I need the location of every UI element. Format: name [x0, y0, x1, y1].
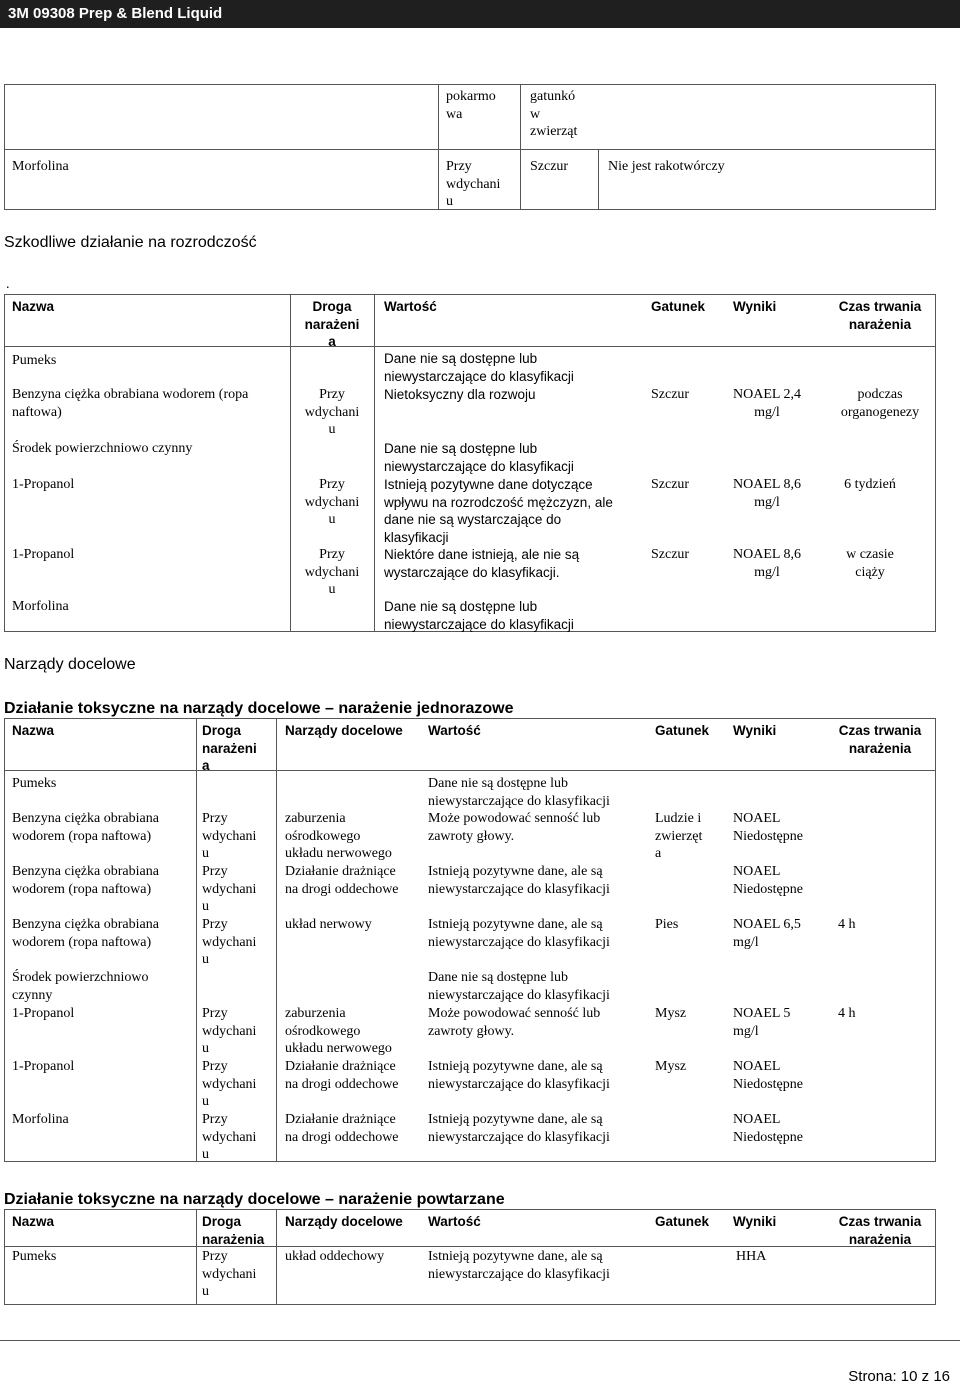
single-row4-results: NOAEL 6,5 mg/l: [733, 917, 801, 950]
single-header-name: Nazwa: [12, 723, 55, 738]
single-row4-value: Istnieją pozytywne dane, ale są niewystarczające do klasyfikacji: [428, 917, 610, 950]
single-header-duration: Czas trwania narażenia: [838, 723, 922, 756]
repro-row4-species: Szczur: [651, 477, 690, 492]
repeat-row1-results: HHA: [736, 1249, 767, 1264]
single-row6-name: 1-Propanol: [12, 1006, 75, 1021]
repro-row4-route: Przy wdychani u: [304, 477, 360, 527]
section-title-target-organs: Narządy docelowe: [4, 656, 136, 673]
single-header-route: Droga narażeni a: [202, 723, 257, 773]
single-row2-organs: zaburzenia ośrodkowego układu nerwowego: [285, 811, 392, 861]
section-title-reproductive: Szkodliwe działanie na rozrodczość: [4, 234, 257, 251]
single-row6-route: Przy wdychani u: [202, 1006, 257, 1056]
single-row1-value: Dane nie są dostępne lub niewystarczające do klasyfikacji: [428, 776, 610, 809]
top-row1-species: gatunkó w zwierząt: [530, 89, 578, 139]
repro-row2-route: Przy wdychani u: [304, 387, 360, 437]
section-dot: .: [6, 277, 10, 292]
single-row8-results: NOAEL Niedostępne: [733, 1112, 803, 1145]
top-row2-species: Szczur: [530, 159, 569, 174]
single-header-results: Wyniki: [733, 723, 777, 738]
single-row4-duration: 4 h: [838, 917, 856, 932]
repro-row3-name: Środek powierzchniowo czynny: [12, 441, 193, 456]
repro-row4-duration: 6 tydzień: [844, 477, 896, 492]
repro-header-duration: Czas trwania narażenia: [838, 299, 922, 332]
single-row6-species: Mysz: [655, 1006, 687, 1021]
single-row7-organs: Działanie drażniące na drogi oddechowe: [285, 1059, 399, 1092]
single-row8-route: Przy wdychani u: [202, 1112, 257, 1162]
single-row4-species: Pies: [655, 917, 679, 932]
single-row7-results: NOAEL Niedostępne: [733, 1059, 803, 1092]
repro-row6-value: Dane nie są dostępne lub niewystarczające do klasyfikacji: [384, 599, 574, 632]
repro-row4-results: NOAEL 8,6 mg/l: [733, 477, 801, 510]
single-row2-results: NOAEL Niedostępne: [733, 811, 803, 844]
single-row3-value: Istnieją pozytywne dane, ale są niewystarczające do klasyfikacji: [428, 864, 610, 897]
single-row2-value: Może powodować senność lub zawroty głowy.: [428, 811, 601, 844]
repro-row2-value: Nietoksyczny dla rozwoju: [384, 387, 536, 402]
single-row8-organs: Działanie drażniące na drogi oddechowe: [285, 1112, 399, 1145]
single-row3-organs: Działanie drażniące na drogi oddechowe: [285, 864, 399, 897]
single-header-value: Wartość: [428, 723, 481, 738]
single-row2-name: Benzyna ciężka obrabiana wodorem (ropa naftowa): [12, 811, 159, 844]
repeat-header-species: Gatunek: [655, 1214, 710, 1229]
repro-header-results: Wyniki: [733, 299, 777, 314]
repeat-header-organs: Narządy docelowe: [285, 1214, 403, 1229]
repeat-row1-organs: układ oddechowy: [285, 1249, 385, 1264]
single-row4-name: Benzyna ciężka obrabiana wodorem (ropa naftowa): [12, 917, 159, 950]
section-title-repeated-exposure: Działanie toksyczne na narządy docelowe – narażenie powtarzane: [4, 1191, 505, 1208]
repeat-header-name: Nazwa: [12, 1214, 55, 1229]
repeat-header-route: Droga narażenia: [202, 1214, 265, 1247]
single-row6-results: NOAEL 5 mg/l: [733, 1006, 791, 1039]
repro-header-value: Wartość: [384, 299, 437, 314]
single-row3-route: Przy wdychani u: [202, 864, 257, 914]
repeat-row1-route: Przy wdychani u: [202, 1249, 257, 1299]
single-row7-value: Istnieją pozytywne dane, ale są niewystarczające do klasyfikacji: [428, 1059, 610, 1092]
repro-row2-species: Szczur: [651, 387, 690, 402]
repro-row2-duration: podczas organogenezy: [840, 387, 920, 420]
repeat-row1-name: Pumeks: [12, 1249, 57, 1264]
repeat-header-results: Wyniki: [733, 1214, 777, 1229]
single-row4-route: Przy wdychani u: [202, 917, 257, 967]
repeat-header-value: Wartość: [428, 1214, 481, 1229]
repro-header-species: Gatunek: [651, 299, 706, 314]
single-row5-name: Środek powierzchniowo czynny: [12, 970, 149, 1003]
top-row2-route: Przy wdychani u: [446, 159, 501, 209]
single-row3-results: NOAEL Niedostępne: [733, 864, 803, 897]
single-row5-value: Dane nie są dostępne lub niewystarczające do klasyfikacji: [428, 970, 610, 1003]
single-row2-route: Przy wdychani u: [202, 811, 257, 861]
section-title-single-exposure: Działanie toksyczne na narządy docelowe – narażenie jednorazowe: [4, 700, 514, 717]
single-row6-value: Może powodować senność lub zawroty głowy.: [428, 1006, 601, 1039]
top-row1-route: pokarmo wa: [446, 89, 496, 122]
repro-row4-name: 1-Propanol: [12, 477, 75, 492]
footer-divider: [0, 1340, 960, 1341]
repro-row1-value: Dane nie są dostępne lub niewystarczające do klasyfikacji: [384, 351, 574, 384]
single-row7-route: Przy wdychani u: [202, 1059, 257, 1109]
repro-header-route: Droga narażeni a: [304, 299, 360, 349]
single-row2-species: Ludzie i zwierzęt a: [655, 811, 703, 861]
repeat-row1-value: Istnieją pozytywne dane, ale są niewystarczające do klasyfikacji: [428, 1249, 610, 1282]
repro-row5-results: NOAEL 8,6 mg/l: [733, 547, 801, 580]
repro-row5-duration: w czasie ciąży: [846, 547, 894, 580]
repro-header-name: Nazwa: [12, 299, 55, 314]
single-header-species: Gatunek: [655, 723, 710, 738]
single-row3-name: Benzyna ciężka obrabiana wodorem (ropa naftowa): [12, 864, 159, 897]
single-row6-organs: zaburzenia ośrodkowego układu nerwowego: [285, 1006, 392, 1056]
single-row8-name: Morfolina: [12, 1112, 69, 1127]
page-number: Strona: 10 z 16: [848, 1368, 950, 1385]
repeat-header-duration: Czas trwania narażenia: [838, 1214, 922, 1247]
single-row6-duration: 4 h: [838, 1006, 856, 1021]
repro-row5-species: Szczur: [651, 547, 690, 562]
single-header-organs: Narządy docelowe: [285, 723, 403, 738]
repro-row5-name: 1-Propanol: [12, 547, 75, 562]
single-row7-species: Mysz: [655, 1059, 687, 1074]
repro-row5-route: Przy wdychani u: [304, 547, 360, 597]
repro-row2-name: Benzyna ciężka obrabiana wodorem (ropa naftowa): [12, 387, 249, 420]
single-row4-organs: układ nerwowy: [285, 917, 372, 932]
repro-row1-name: Pumeks: [12, 353, 57, 368]
repro-row2-results: NOAEL 2,4 mg/l: [733, 387, 801, 420]
repro-row3-value: Dane nie są dostępne lub niewystarczające do klasyfikacji: [384, 441, 574, 474]
top-row2-name: Morfolina: [12, 159, 69, 174]
document-title: 3M 09308 Prep & Blend Liquid: [8, 5, 223, 22]
repro-row6-name: Morfolina: [12, 599, 69, 614]
single-row1-name: Pumeks: [12, 776, 57, 791]
repro-row5-value: Niektóre dane istnieją, ale nie są wystarczające do klasyfikacji.: [384, 547, 580, 580]
single-row7-name: 1-Propanol: [12, 1059, 75, 1074]
top-row2-result: Nie jest rakotwórczy: [608, 159, 725, 174]
repro-row4-value: Istnieją pozytywne dane dotyczące wpływu na rozrodczość mężczyzn, ale dane nie są wystarczające do klasyfikacji: [384, 477, 613, 545]
single-row8-value: Istnieją pozytywne dane, ale są niewystarczające do klasyfikacji: [428, 1112, 610, 1145]
